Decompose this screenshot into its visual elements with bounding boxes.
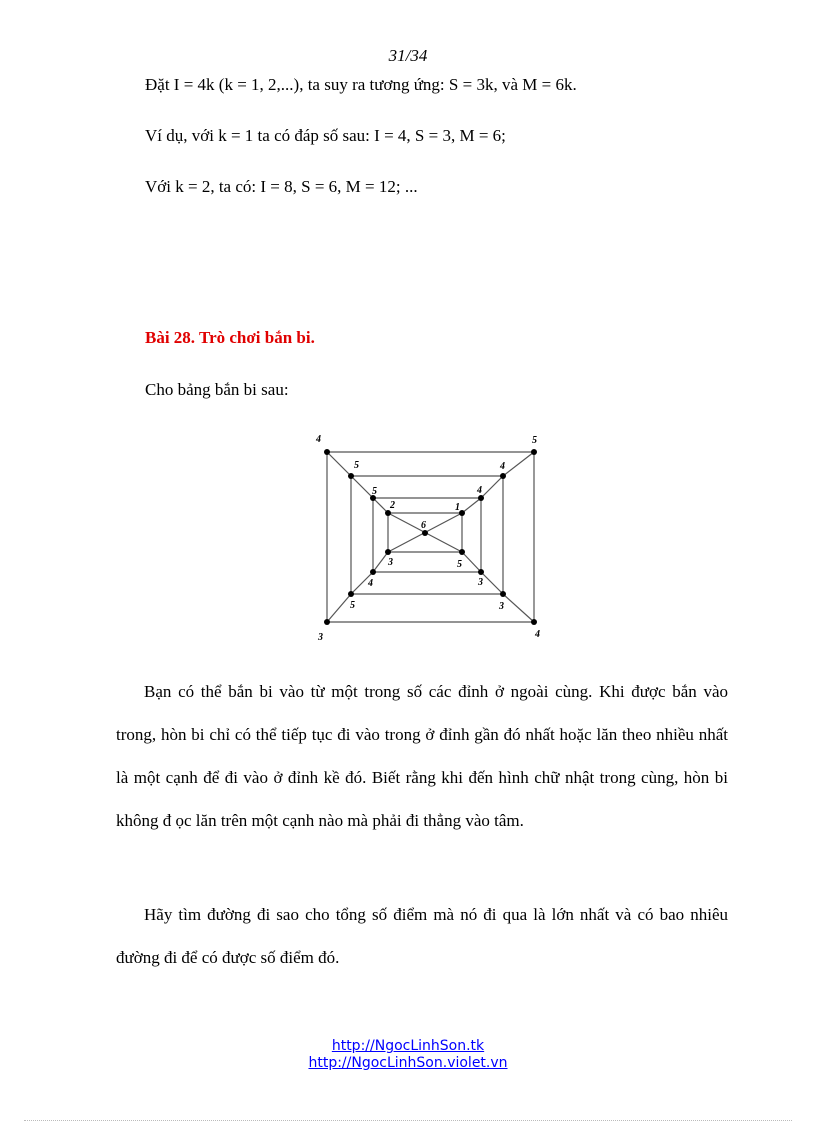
label-center: 6: [421, 520, 426, 531]
problem-lead: Cho bảng bắn bi sau:: [145, 380, 289, 399]
label-r3-tr: 4: [477, 485, 482, 496]
label-r2-br: 3: [499, 601, 504, 612]
label-outer-bl: 3: [318, 632, 323, 643]
intro-line-3: Với k = 2, ta có: I = 8, S = 6, M = 12; ...: [145, 177, 418, 196]
label-r2-tr: 4: [500, 461, 505, 472]
marble-board-diagram: [300, 428, 560, 648]
problem-title: Bài 28. Trò chơi bắn bi.: [145, 328, 315, 347]
label-r3-bl: 4: [368, 578, 373, 589]
label-r4-br: 5: [457, 559, 462, 570]
footer-link-tk[interactable]: http://NgocLinhSon.tk: [331, 1038, 485, 1054]
label-r4-tr: 1: [455, 502, 460, 513]
label-r2-bl: 5: [350, 600, 355, 611]
footer-link-violet[interactable]: http://NgocLinhSon.violet.vn: [308, 1055, 508, 1071]
label-r4-tl: 2: [390, 500, 395, 511]
vertex-labels: [315, 434, 540, 643]
label-r3-tl: 5: [372, 486, 377, 497]
intro-line-1: Đặt I = 4k (k = 1, 2,...), ta suy ra tương ứng: S = 3k, và M = 6k.: [145, 75, 577, 94]
page-number: 31/34: [388, 46, 428, 65]
label-outer-tl: 4: [316, 434, 321, 445]
label-r3-br: 3: [478, 577, 483, 588]
footer-links: [0, 1038, 816, 1072]
intro-line-2: Ví dụ, với k = 1 ta có đáp số sau: I = 4, S = 3, M = 6;: [145, 126, 506, 145]
label-r2-tl: 5: [354, 460, 359, 471]
label-outer-tr: 5: [532, 435, 537, 446]
problem-paragraph-1: Bạn có thể bắn bi vào từ một trong số các đỉnh ở ngoài cùng. Khi được bắn vào trong, hòn bi chỉ có thể tiếp tục đi vào trong ở đỉnh gần đó nhất hoặc lăn theo nhiều nhất là một cạnh để đi vào ở đỉnh kề đó. Biết rằng khi đến hình chữ nhật trong cùng, hòn bi không đ ọc lăn trên một cạnh nào mà phải đi thẳng vào tâm.: [116, 682, 728, 830]
label-outer-br: 4: [535, 629, 540, 640]
label-r4-bl: 3: [388, 557, 393, 568]
page-bottom-divider: [24, 1120, 792, 1121]
problem-paragraph-2: Hãy tìm đường đi sao cho tổng số điểm mà nó đi qua là lớn nhất và có bao nhiêu đường đi để có được số điểm đó.: [116, 905, 728, 967]
